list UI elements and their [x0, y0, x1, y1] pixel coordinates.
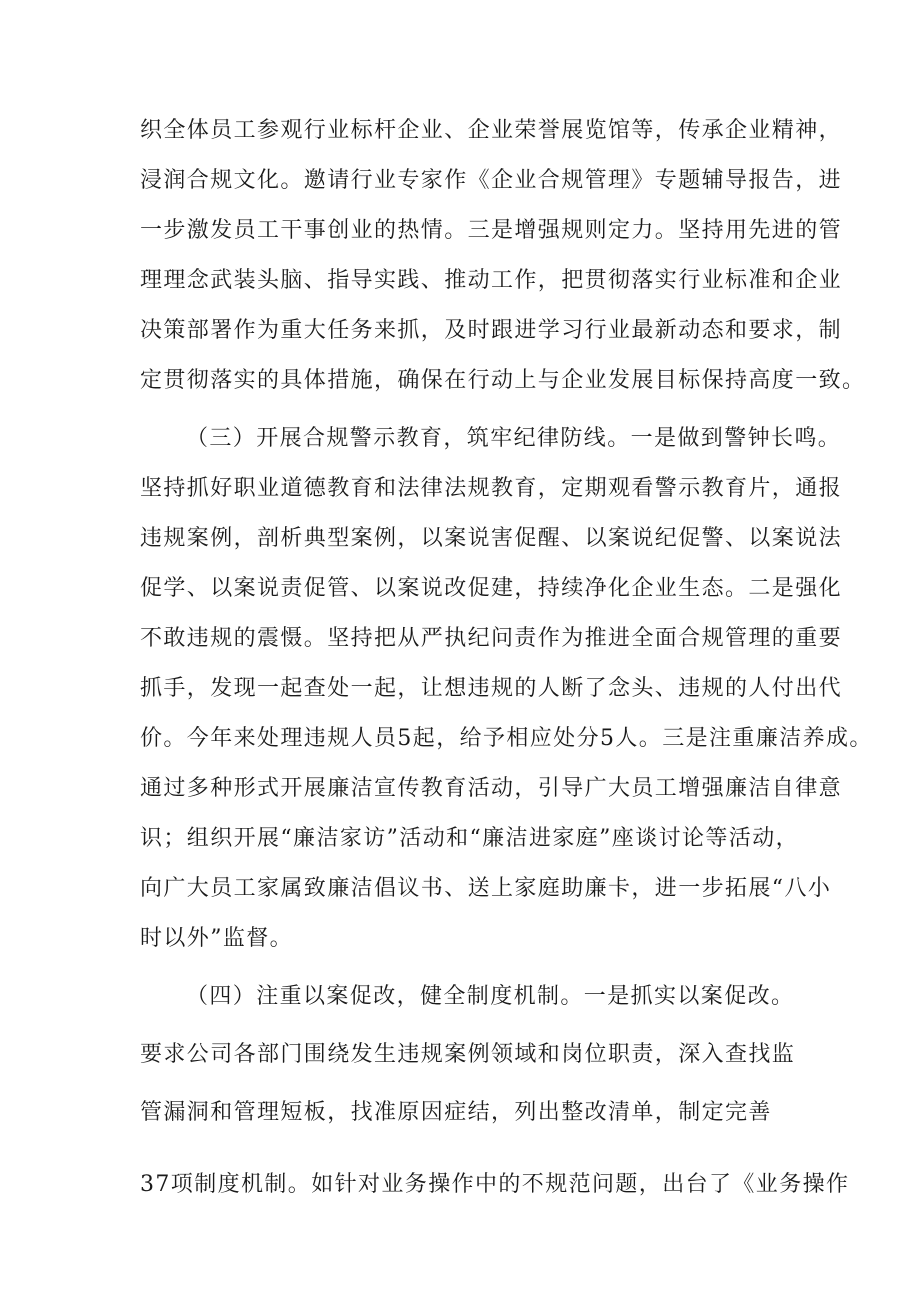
body-text-line: 向广大员工家属致廉洁倡议书、送上家庭助廉卡，进一步拓展“八小	[140, 876, 832, 901]
body-text-line: 浸润合规文化。邀请行业专家作《企业合规管理》专题辅导报告，进	[140, 168, 843, 193]
section-heading-line: （三）开展合规警示教育，筑牢纪律防线。一是做到警钟长鸣。	[186, 426, 842, 451]
body-text-line: 促学、以案说责促管、以案说改促建，持续净化企业生态。二是强化	[140, 576, 843, 601]
body-text-line: 决策部署作为重大任务来抓，及时跟进学习行业最新动态和要求，制	[140, 318, 843, 343]
body-text-line: 37项制度机制。如针对业务操作中的不规范问题，出台了《业务操作	[140, 1172, 850, 1197]
body-text-line: 管漏洞和管理短板，找准原因症结，列出整改清单，制定完善	[140, 1100, 772, 1125]
body-text-line: 一步激发员工干事创业的热情。三是增强规则定力。坚持用先进的管	[140, 218, 843, 243]
body-text-line: 不敢违规的震慑。坚持把从严执纪问责作为推进全面合规管理的重要	[140, 626, 843, 651]
body-text-line: 坚持抓好职业道德教育和法律法规教育，定期观看警示教育片，通报	[140, 476, 843, 501]
body-text-line: 违规案例，剖析典型案例，以案说害促醒、以案说纪促警、以案说法	[140, 526, 843, 551]
body-text-line: 通过多种形式开展廉洁宣传教育活动，引导广大员工增强廉洁自律意	[140, 776, 843, 801]
body-text-line: 价。今年来处理违规人员5起，给予相应处分5人。三是注重廉洁养成。	[140, 726, 873, 751]
body-text-line: 要求公司各部门围绕发生违规案例领域和岗位职责，深入查找监	[140, 1042, 796, 1067]
section-heading-line: （四）注重以案促改，健全制度机制。一是抓实以案促改。	[186, 984, 795, 1009]
body-text-line: 理理念武装头脑、指导实践、推动工作，把贯彻落实行业标准和企业	[140, 268, 843, 293]
body-text-line: 时以外”监督。	[140, 926, 294, 951]
body-text-line: 织全体员工参观行业标杆企业、企业荣誉展览馆等，传承企业精神，	[140, 118, 843, 143]
body-text-line: 定贯彻落实的具体措施，确保在行动上与企业发展目标保持高度一致。	[140, 368, 866, 393]
body-text-line: 抓手，发现一起查处一起，让想违规的人断了念头、违规的人付出代	[140, 676, 843, 701]
body-text-line: 识；组织开展“廉洁家访”活动和“廉洁进家庭”座谈讨论等活动，	[140, 826, 799, 851]
